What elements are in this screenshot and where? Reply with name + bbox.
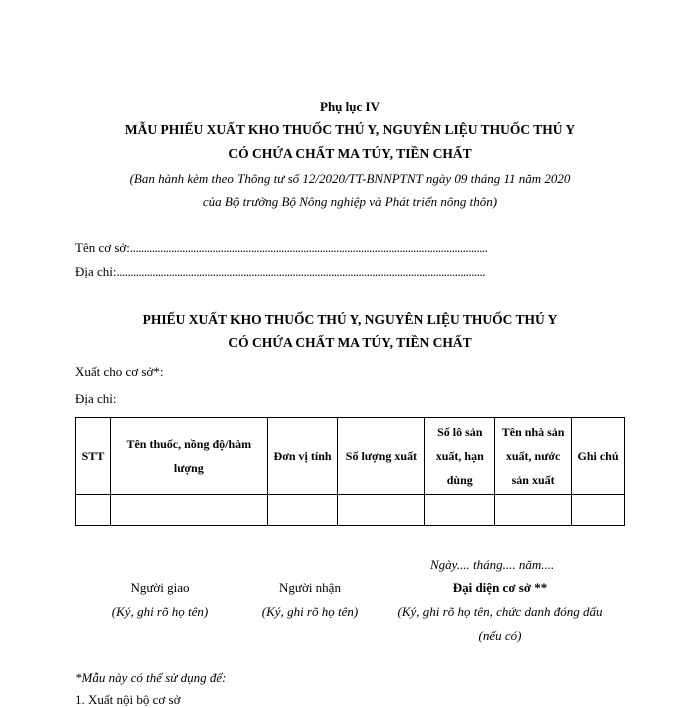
facility-address-label: Địa chỉ: bbox=[75, 264, 117, 279]
representative-label: Đại diện cơ sở ** bbox=[452, 580, 548, 595]
column-header-quantity: Số lượng xuất bbox=[338, 418, 425, 495]
issued-note-line2: của Bộ trưởng Bộ Nông nghiệp và Phát triển nông thôn) bbox=[202, 194, 498, 209]
appendix-label: Phụ lục IV bbox=[320, 99, 380, 114]
column-header-note: Ghi chú bbox=[572, 418, 625, 495]
facility-name-field bbox=[75, 240, 487, 256]
usage-footnote-title: *Mẫu này có thể sử dụng để: bbox=[75, 670, 227, 685]
receiver-label: Người nhận bbox=[279, 580, 341, 595]
table-header-row bbox=[76, 418, 625, 495]
column-header-lot: Số lô sản xuất, hạn dùng bbox=[425, 418, 495, 495]
table-cell[interactable] bbox=[267, 495, 338, 526]
table-row bbox=[76, 495, 625, 526]
table-cell[interactable] bbox=[76, 495, 111, 526]
form-title-line1: PHIẾU XUẤT KHO THUỐC THÚ Y, NGUYÊN LIỆU THUỐC THÚ Y bbox=[142, 312, 558, 327]
column-header-name: Tên thuốc, nồng độ/hàm lượng bbox=[110, 418, 267, 495]
facility-name-label: Tên cơ sở: bbox=[75, 240, 130, 255]
table-cell[interactable] bbox=[495, 495, 572, 526]
representative-note-line1: (Ký, ghi rõ họ tên, chức danh đóng dấu bbox=[397, 604, 603, 619]
facility-address-field bbox=[75, 264, 485, 280]
column-header-unit: Đơn vị tính bbox=[267, 418, 338, 495]
table-cell[interactable] bbox=[110, 495, 267, 526]
form-title-line2: CÓ CHỨA CHẤT MA TÚY, TIỀN CHẤT bbox=[228, 335, 472, 350]
export-table bbox=[75, 417, 625, 526]
column-header-manufacturer: Tên nhà sản xuất, nước sản xuất bbox=[495, 418, 572, 495]
usage-footnote-item: 1. Xuất nội bộ cơ sở bbox=[75, 692, 181, 707]
document-title-line2: CÓ CHỨA CHẤT MA TÚY, TIỀN CHẤT bbox=[228, 146, 472, 161]
receiver-note: (Ký, ghi rõ họ tên) bbox=[261, 604, 359, 619]
facility-name-dots: .................................................................................................................................. bbox=[129, 240, 488, 255]
export-address-label: Địa chỉ: bbox=[75, 391, 117, 406]
column-header-stt: STT bbox=[76, 418, 111, 495]
export-to-label: Xuất cho cơ sở*: bbox=[75, 364, 164, 379]
table-cell[interactable] bbox=[425, 495, 495, 526]
giver-label: Người giao bbox=[130, 580, 190, 595]
facility-address-dots: ...................................................................................................................................... bbox=[116, 264, 486, 279]
date-line: Ngày.... tháng.... năm.... bbox=[430, 557, 555, 572]
issued-note-line1: (Ban hành kèm theo Thông tư số 12/2020/TT-BNNPTNT ngày 09 tháng 11 năm 2020 bbox=[129, 171, 571, 186]
table-cell[interactable] bbox=[338, 495, 425, 526]
document-title-line1: MẪU PHIẾU XUẤT KHO THUỐC THÚ Y, NGUYÊN LIỆU THUỐC THÚ Y bbox=[124, 122, 576, 137]
giver-note: (Ký, ghi rõ họ tên) bbox=[111, 604, 209, 619]
representative-note-line2: (nếu có) bbox=[478, 628, 522, 643]
table-cell[interactable] bbox=[572, 495, 625, 526]
